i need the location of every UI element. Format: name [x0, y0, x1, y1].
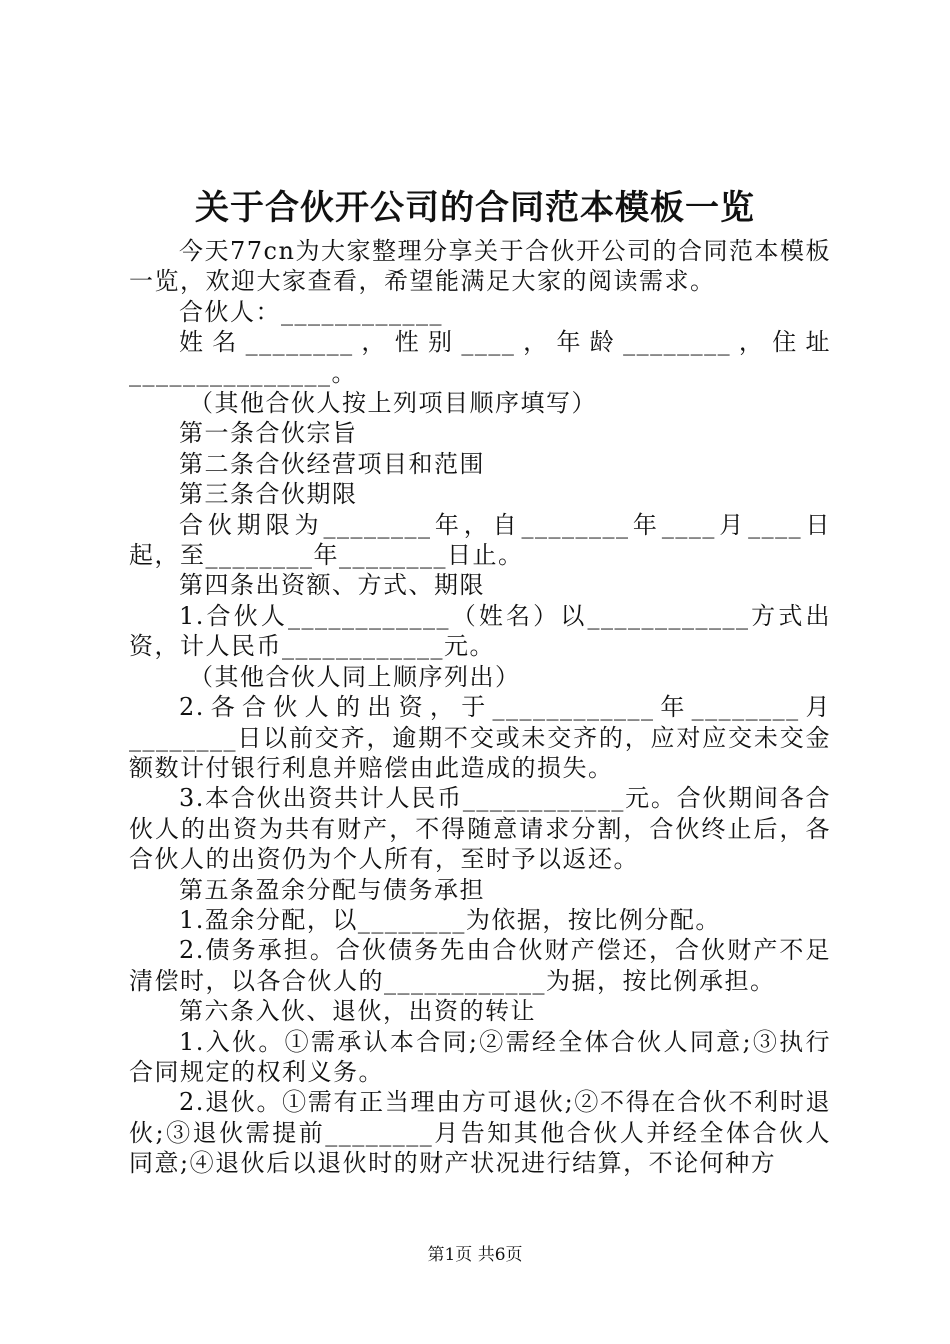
paragraph-intro: 今天77cn为大家整理分享关于合伙开公司的合同范本模板一览，欢迎大家查看，希望能满足大家的阅读需求。 — [129, 237, 831, 296]
document-title: 关于合伙开公司的合同范本模板一览 — [195, 188, 755, 228]
paragraph-withdraw-2: 2.退伙。①需有正当理由方可退伙;②不得在合伙不利时退伙;③退伙需提前________月告知其他合伙人并经全体合伙人同意;④退伙后以退伙时的财产状况进行结算，不论何种方 — [129, 1088, 831, 1178]
paragraph-debt-2: 2.债务承担。合伙债务先由合伙财产偿还，合伙财产不足清偿时，以各合伙人的____________为据，按比例承担。 — [129, 936, 831, 995]
clause-heading-6: 第六条入伙、退伙，出资的转让 — [179, 997, 536, 1026]
clause-heading-2: 第二条合伙经营项目和范围 — [179, 449, 485, 478]
paragraph-term: 合伙期限为________年，自________年____月____日起，至________年________日止。 — [129, 510, 831, 570]
paragraph-partner-info: 姓名________，性别____，年龄________，住址_______________。 — [129, 328, 831, 387]
paragraph-profit-1: 1.盈余分配，以________为依据，按比例分配。 — [179, 905, 721, 934]
paragraph-partner: 合伙人：____________ — [179, 297, 443, 326]
document-body — [129, 236, 831, 1179]
paragraph-join-1: 1.入伙。①需承认本合同;②需经全体合伙人同意;③执行合同规定的权利义务。 — [129, 1027, 831, 1086]
clause-heading-4: 第四条出资额、方式、期限 — [179, 571, 485, 600]
clause-heading-3: 第三条合伙期限 — [179, 480, 358, 509]
paragraph-other-partners-note: （其他合伙人按上列项目顺序填写） — [189, 389, 597, 418]
paragraph-capital-2: 2.各合伙人的出资，于____________年________月________日以前交齐，逾期不交或未交齐的，应对应交未交金额数计付银行利息并赔偿由此造成的损失。 — [129, 693, 831, 782]
page-footer: 第1页 共6页 — [427, 1245, 523, 1265]
clause-heading-1: 第一条合伙宗旨 — [179, 419, 358, 448]
paragraph-capital-1: 1.合伙人____________（姓名）以____________方式出资，计人民币____________元。 — [129, 601, 831, 661]
paragraph-capital-3: 3.本合伙出资共计人民币____________元。合伙期间各合伙人的出资为共有财产，不得随意请求分割，合伙终止后，各合伙人的出资仍为个人所有，至时予以返还。 — [129, 784, 831, 874]
paragraph-capital-note: （其他合伙人同上顺序列出） — [189, 662, 521, 691]
clause-heading-5: 第五条盈余分配与债务承担 — [179, 875, 485, 904]
